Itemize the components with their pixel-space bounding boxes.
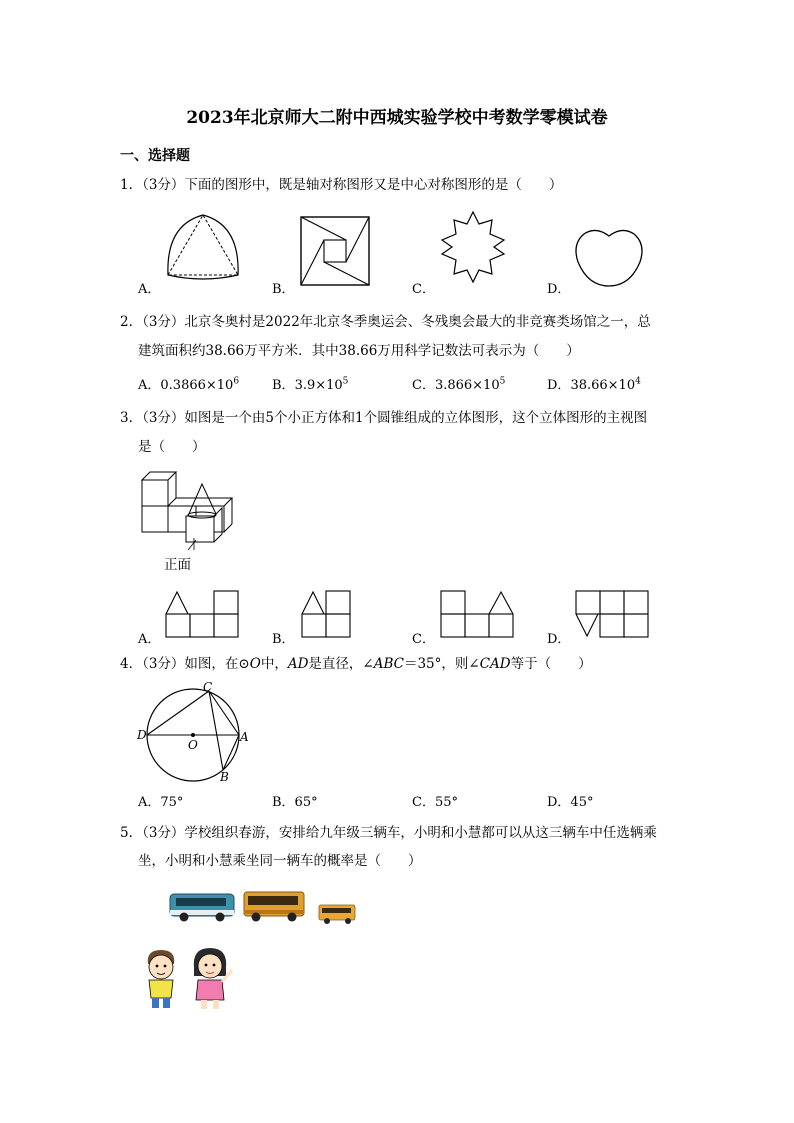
girl-xiaohui-icon bbox=[188, 946, 236, 1010]
q4-text-suffix: 等于（ ） bbox=[510, 656, 592, 672]
bus-1-icon bbox=[168, 890, 236, 924]
q2-option-d-label: D． bbox=[547, 378, 571, 393]
q2-option-d[interactable] bbox=[547, 374, 641, 393]
q2-option-b-label: B． bbox=[272, 378, 295, 393]
q4-option-b[interactable]: B．65° bbox=[272, 795, 318, 810]
page-title: 2023年北京师大二附中西城实验学校中考数学零模试卷 bbox=[186, 108, 608, 128]
q1-option-c[interactable]: C． bbox=[412, 282, 435, 297]
q2-option-c[interactable] bbox=[412, 374, 505, 393]
q2-option-b[interactable] bbox=[272, 374, 348, 393]
q4-point-a: A bbox=[240, 730, 249, 744]
q2-option-a[interactable] bbox=[138, 374, 239, 393]
section-heading: 一、选择题 bbox=[120, 148, 190, 164]
q3-option-b-figure bbox=[301, 590, 351, 638]
question-5-line-1: 5．（3分）学校组织春游，安排给九年级三辆车，小明和小慧都可以从这三辆车中任选辆乘 bbox=[120, 825, 657, 841]
question-1-text: 1．（3分）下面的图形中，既是轴对称图形又是中心对称图形的是（ ） bbox=[120, 177, 563, 193]
bus-2-icon bbox=[242, 888, 306, 924]
q4-circle-figure bbox=[136, 680, 256, 784]
q2-option-d-exponent: 4 bbox=[635, 376, 641, 387]
q4-angle-abc: ABC bbox=[373, 656, 404, 672]
q4-option-d[interactable]: D．45° bbox=[547, 795, 594, 810]
q3-option-a-figure bbox=[165, 590, 239, 638]
q1-figure-a-reuleaux bbox=[164, 213, 242, 279]
q1-option-b[interactable]: B． bbox=[272, 282, 295, 297]
question-2-line-2: 建筑面积约38.66万平方米．其中38.66万用科学记数法可表示为（ ） bbox=[138, 343, 580, 359]
q2-option-b-exponent: 5 bbox=[342, 376, 349, 387]
q4-angle-cad: CAD bbox=[479, 656, 511, 672]
question-3-line-1: 3．（3分）如图是一个由5个小正方体和1个圆锥组成的立体图形，这个立体图形的主视图 bbox=[120, 410, 648, 426]
q3-option-c[interactable]: C． bbox=[412, 632, 435, 647]
q4-text-mid-2: 是直径，∠ bbox=[308, 656, 374, 672]
q3-option-c-figure bbox=[440, 590, 514, 638]
question-3-line-2: 是（ ） bbox=[138, 439, 206, 455]
q1-option-d[interactable]: D． bbox=[547, 282, 571, 297]
q3-option-d[interactable]: D． bbox=[547, 632, 571, 647]
q4-point-d: D bbox=[137, 728, 147, 742]
q4-option-c[interactable]: C．55° bbox=[412, 795, 458, 810]
q3-option-a[interactable]: A． bbox=[138, 632, 161, 647]
q3-option-b[interactable]: B． bbox=[272, 632, 295, 647]
q2-option-a-exponent: 6 bbox=[233, 376, 240, 387]
boy-xiaoming-icon bbox=[140, 948, 182, 1010]
q4-point-c: C bbox=[203, 680, 213, 694]
q4-text-mid-3: ＝35°，则∠ bbox=[403, 656, 480, 672]
q1-figure-d-heart-circle bbox=[574, 228, 644, 288]
q2-option-d-value: 38.66×10 bbox=[570, 378, 636, 393]
q2-option-b-value: 3.9×10 bbox=[294, 378, 343, 393]
q2-option-a-label: A． bbox=[138, 378, 161, 393]
q1-figure-b-pinwheel-square bbox=[300, 216, 370, 286]
q4-point-b: B bbox=[220, 770, 229, 784]
q3-front-label: 正面 bbox=[164, 557, 191, 573]
question-5-line-2: 坐，小明和小慧乘坐同一辆车的概率是（ ） bbox=[138, 853, 422, 869]
q4-point-o: O bbox=[188, 738, 198, 752]
bus-3-icon bbox=[318, 902, 356, 926]
q2-option-c-label: C． bbox=[412, 378, 435, 393]
question-4-text bbox=[120, 653, 592, 675]
q2-option-c-exponent: 5 bbox=[499, 376, 506, 387]
q3-option-d-figure bbox=[575, 590, 649, 638]
q4-text-mid-1: 中， bbox=[260, 656, 288, 672]
q1-option-a[interactable]: A． bbox=[138, 282, 161, 297]
q4-segment-ad: AD bbox=[287, 656, 309, 672]
q1-figure-c-koch-snowflake bbox=[440, 210, 506, 284]
q4-circle-name: O bbox=[249, 656, 261, 672]
q3-solid-figure bbox=[138, 470, 238, 550]
q4-text-prefix: 4．（3分）如图，在⊙ bbox=[120, 656, 250, 672]
q4-option-a[interactable]: A．75° bbox=[138, 795, 184, 810]
question-2-line-1: 2．（3分）北京冬奥村是2022年北京冬季奥运会、冬残奥会最大的非竞赛类场馆之一，总 bbox=[120, 314, 651, 330]
q2-option-a-value: 0.3866×10 bbox=[160, 378, 234, 393]
q2-option-c-value: 3.866×10 bbox=[434, 378, 500, 393]
